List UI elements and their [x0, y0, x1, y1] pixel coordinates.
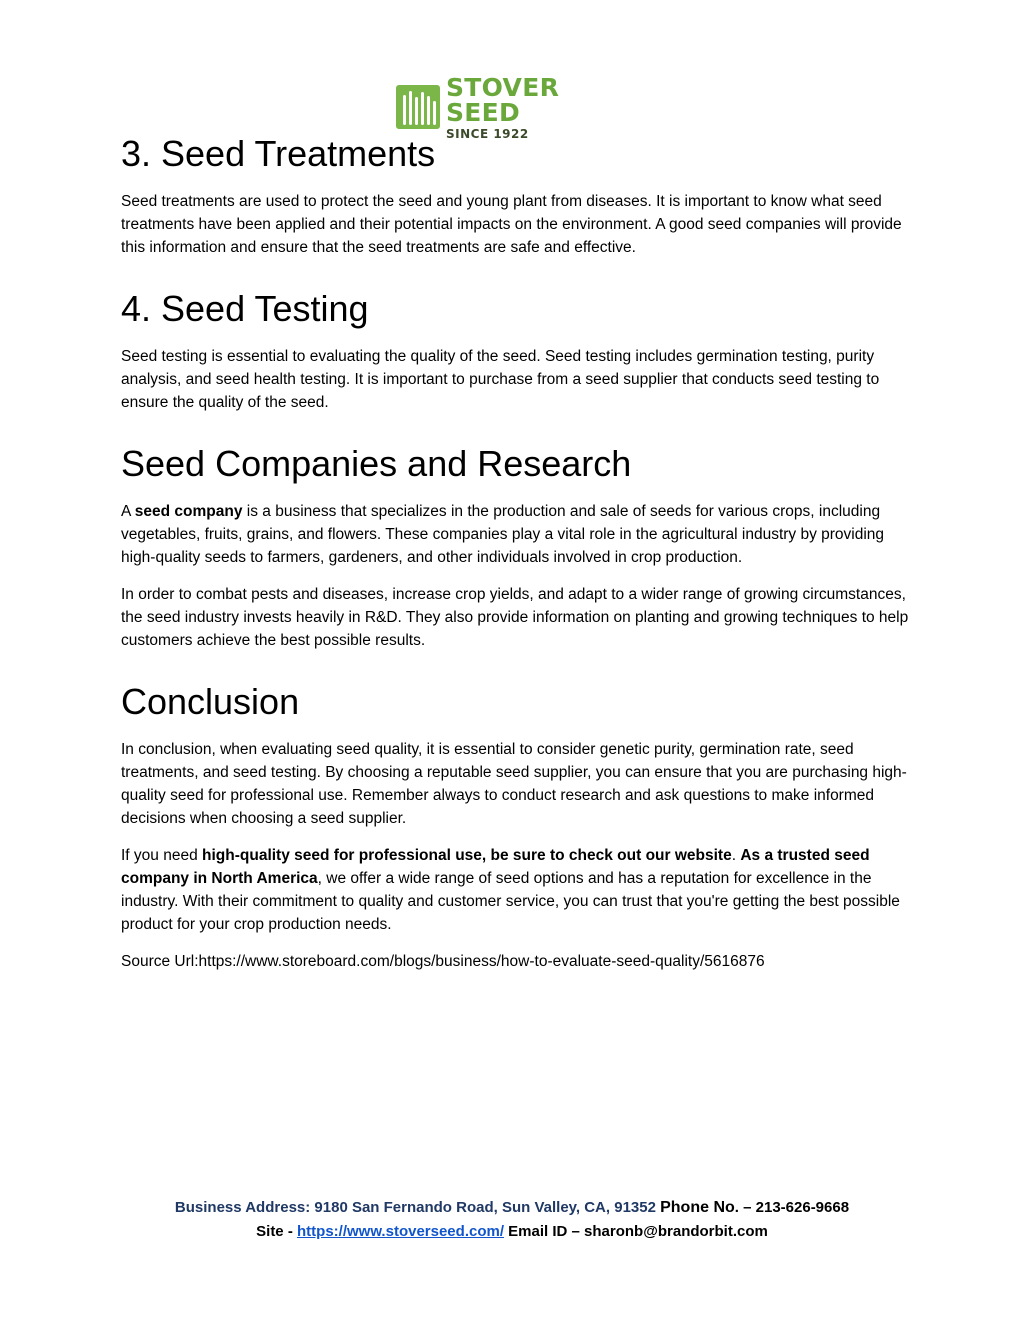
site-label: Site	[256, 1223, 284, 1240]
section-heading: 4. Seed Testing	[121, 288, 369, 329]
section-paragraph	[121, 844, 911, 936]
section-conclusion	[121, 678, 911, 974]
section-seed-treatments	[121, 126, 911, 259]
text-run: , we offer a wide range of seed options and has a reputation for excellence in the industry. With their commitment to quality and customer service, you can trust that you're getting the best possible product for your crop production needs.	[121, 870, 900, 933]
separator: -	[283, 1223, 297, 1240]
wheat-icon	[396, 85, 440, 129]
bold-phrase: high-quality seed for professional use, be sure to check out our website	[202, 847, 732, 864]
section-paragraph: Seed testing is essential to evaluating the quality of the seed. Seed testing includes germination testing, purity analysis, and seed health testing. It is important to purchase from a seed supplier that conducts seed testing to ensure the quality of the seed.	[121, 348, 880, 411]
logo-since: SINCE 1922	[446, 126, 529, 141]
section-heading: Seed Companies and Research	[121, 443, 632, 484]
section-seed-companies	[121, 440, 911, 652]
text-run: is a business that specializes in the production and sale of seeds for various crops, including vegetables, fruits, grains, and flowers. These companies play a vital role in the agricultural industry by providing high-quality seeds to farmers, gardeners, and other individuals involved in crop production.	[121, 503, 885, 566]
section-paragraph: In order to combat pests and diseases, increase crop yields, and adapt to a wider range of growing circumstances, the seed industry invests heavily in R&D. They also provide information on planting and growing techniques to help customers achieve the best possible results.	[121, 586, 909, 649]
separator: –	[567, 1223, 585, 1240]
page-footer	[0, 1196, 1024, 1244]
document-body	[121, 126, 911, 1000]
separator: . –	[734, 1199, 756, 1216]
section-paragraph	[121, 500, 911, 569]
logo-name: STOVER SEED	[446, 72, 560, 127]
section-paragraph: In conclusion, when evaluating seed quality, it is essential to consider genetic purity, germination rate, seed treatments, and seed testing. By choosing a reputable seed supplier, you can ensure that you are purchasing high-quality seed for professional use. Remember always to conduct research and ask questions to make informed decisions when choosing a seed supplier.	[121, 741, 907, 827]
section-paragraph: Seed treatments are used to protect the seed and young plant from diseases. It is important to know what seed treatments have been applied and their potential impacts on the environment. A good seed companies will provide this information and ensure that the seed treatments are safe and effective.	[121, 193, 902, 256]
company-logo	[396, 72, 636, 141]
footer-line-2	[0, 1220, 1024, 1244]
source-url: Source Url:https://www.storeboard.com/blogs/business/how-to-evaluate-seed-quality/5616876	[121, 953, 765, 970]
site-link[interactable]: https://www.stoverseed.com/	[297, 1223, 504, 1240]
phone-number: 213-626-9668	[755, 1199, 850, 1216]
text-run: A	[121, 503, 135, 520]
section-seed-testing	[121, 285, 911, 414]
text-run: If you need	[121, 847, 203, 864]
email-address: sharonb@brandorbit.com	[584, 1223, 768, 1240]
bold-term: seed company	[134, 503, 243, 520]
phone-label: Phone No	[660, 1199, 735, 1216]
email-label: Email ID	[508, 1223, 568, 1240]
section-heading: 3. Seed Treatments	[121, 133, 436, 174]
business-address: Business Address: 9180 San Fernando Road, Sun Valley, CA, 91352	[174, 1199, 656, 1216]
footer-line-1	[0, 1196, 1024, 1220]
text-run: .	[731, 847, 741, 864]
bold-phrase: As a trusted seed company in North America	[121, 847, 870, 887]
section-heading: Conclusion	[121, 681, 300, 722]
